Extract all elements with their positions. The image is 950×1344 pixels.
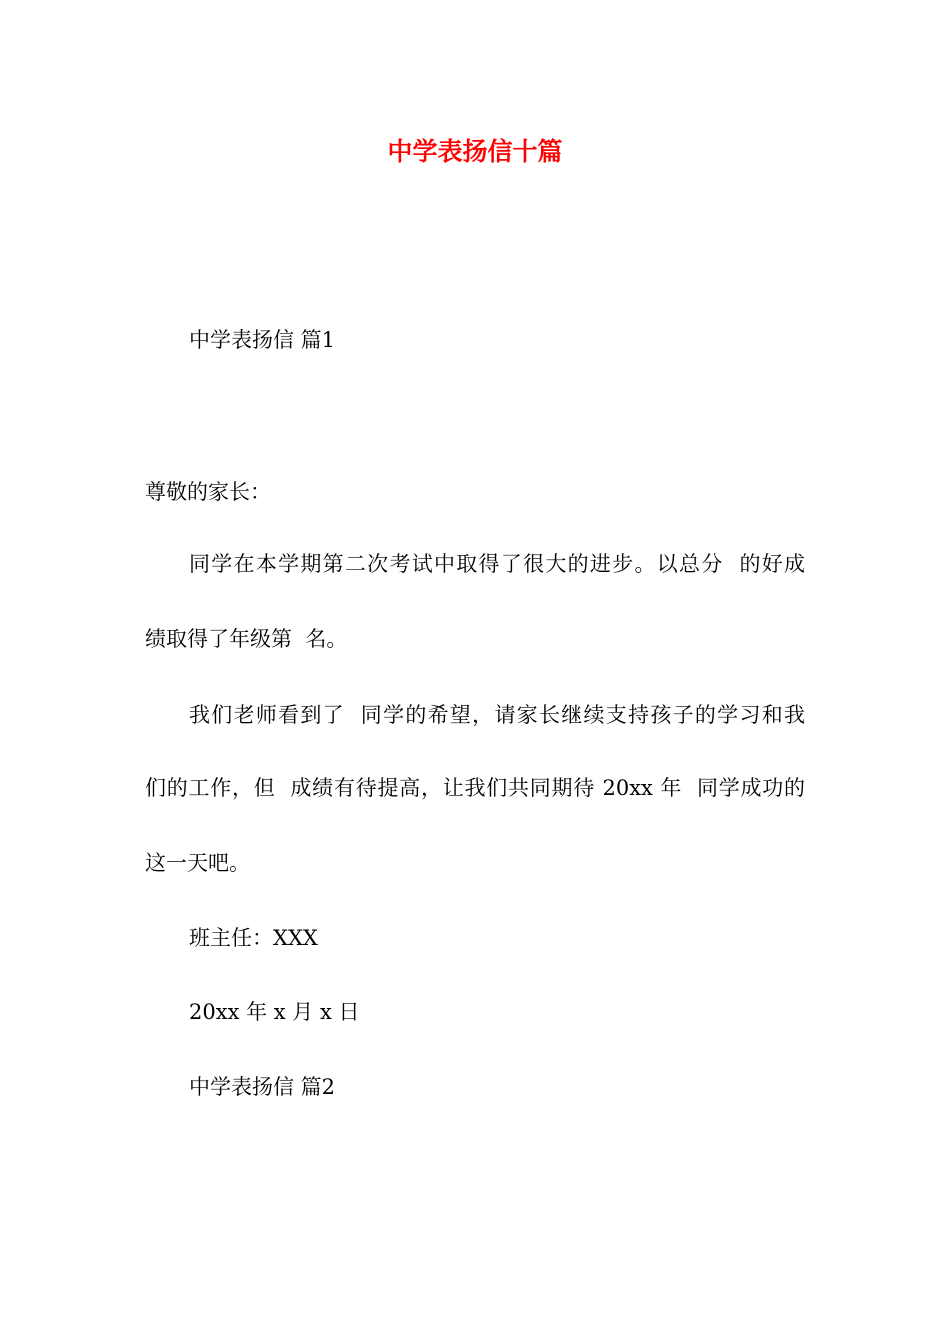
- section-heading-1: 中学表扬信 篇1: [189, 328, 336, 352]
- paragraph-1-line-2: 绩取得了年级第 名。: [145, 627, 348, 651]
- paragraph-2-line-1: 我们老师看到了 同学的希望，请家长继续支持孩子的学习和我: [189, 703, 805, 727]
- salutation: 尊敬的家长：: [145, 480, 271, 504]
- signature: 班主任：XXX: [189, 926, 318, 950]
- paragraph-1-line-1: 同学在本学期第二次考试中取得了很大的进步。以总分 的好成: [189, 552, 805, 576]
- document-title: 中学表扬信十篇: [387, 137, 563, 166]
- paragraph-2-line-3: 这一天吧。: [145, 851, 250, 875]
- date-line: 20xx 年 x 月 x 日: [189, 1000, 360, 1024]
- paragraph-2-line-2: 们的工作，但 成绩有待提高，让我们共同期待 20xx 年 同学成功的: [145, 776, 805, 800]
- section-heading-2: 中学表扬信 篇2: [189, 1075, 336, 1099]
